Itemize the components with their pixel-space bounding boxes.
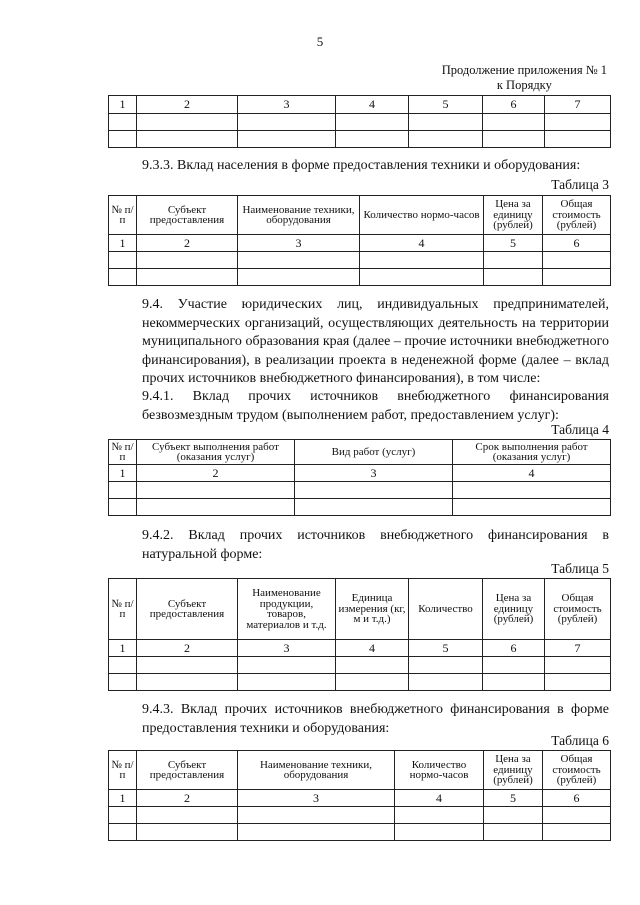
table-cell: 4 [395, 790, 484, 807]
table-header-cell: Наименование техники, оборудования [238, 196, 360, 235]
table-header-cell: № п/п [109, 440, 137, 465]
table-cell: 5 [484, 790, 543, 807]
table-cell: 2 [137, 235, 238, 252]
table-cell: 6 [483, 96, 545, 114]
table-header-cell: Общая стоимость (рублей) [543, 196, 611, 235]
table-header-cell: Субъект выполнения работ (оказания услуг) [137, 440, 295, 465]
table-number-row [109, 235, 611, 252]
table4-caption: Таблица 4 [551, 422, 609, 437]
table-cell: 3 [238, 235, 360, 252]
table-header-cell: Количество нормо-часов [395, 751, 484, 790]
table-cell: 3 [238, 790, 395, 807]
table-3 [108, 195, 611, 286]
table-cell: 7 [545, 640, 611, 657]
table-cell: 3 [238, 96, 336, 114]
table-header-cell: Единица измерения (кг, м и т.д.) [336, 579, 409, 640]
table-cell: 2 [137, 640, 238, 657]
table-cell: 3 [238, 640, 336, 657]
table-header-cell: № п/п [109, 751, 137, 790]
table-header-cell: № п/п [109, 196, 137, 235]
table-cell: 6 [483, 640, 545, 657]
table-top-continuation [108, 95, 611, 148]
table-4 [108, 439, 611, 516]
table-header-cell: Субъект предоставления [137, 196, 238, 235]
table-header-cell: Цена за единицу (рублей) [484, 196, 543, 235]
table-header-cell: Цена за единицу (рублей) [483, 579, 545, 640]
table-cell: 2 [137, 96, 238, 114]
table-header-cell: Вид работ (услуг) [295, 440, 453, 465]
table-cell: 4 [336, 640, 409, 657]
table-empty-row [109, 499, 611, 516]
table-empty-row [109, 657, 611, 674]
section-9-4-2: 9.4.2. Вклад прочих источников внебюджетного финансирования в натуральной форме: [142, 528, 609, 562]
table-cell: 1 [109, 465, 137, 482]
appendix-line-2: к Порядку [496, 78, 552, 92]
table-empty-row [109, 807, 611, 824]
table-6 [108, 750, 611, 841]
table-cell: 4 [360, 235, 484, 252]
table-cell: 1 [109, 235, 137, 252]
section-9-4-1: 9.4.1. Вклад прочих источников внебюджетного финансирования безвозмездным трудом (выполнением работ, предоставлением услуг): [142, 389, 609, 423]
table-cell: 7 [545, 96, 611, 114]
table5-caption: Таблица 5 [551, 561, 609, 576]
section-9-3-3: 9.3.3. Вклад населения в форме предоставления техники и оборудования: [142, 158, 581, 173]
table-cell: 3 [295, 465, 453, 482]
table-number-row [109, 96, 611, 114]
table-cell: 5 [409, 640, 483, 657]
table6-caption: Таблица 6 [551, 733, 609, 748]
page-number: 5 [316, 34, 324, 49]
table-5 [108, 578, 611, 691]
table-cell: 4 [336, 96, 409, 114]
appendix-line-1: Продолжение приложения № 1 [441, 63, 607, 77]
section-9-4: 9.4. Участие юридических лиц, индивидуальных предпринимателей, некоммерческих организаций, осуществляющих деятельность на территории муниципального образования края (далее – прочие источники внебюджетного финансирования), в реализации проекта в неденежной форме (далее – вклад прочих источников внебюджетного финансирования), в том числе: [142, 297, 609, 386]
table-header-row [109, 579, 611, 640]
table-cell: 2 [137, 465, 295, 482]
table-number-row [109, 790, 611, 807]
table-header-row [109, 751, 611, 790]
table-empty-row [109, 674, 611, 691]
table-header-cell: Общая стоимость (рублей) [545, 579, 611, 640]
table-header-cell: Общая стоимость (рублей) [543, 751, 611, 790]
table-header-cell: № п/п [109, 579, 137, 640]
table-header-cell: Цена за единицу (рублей) [484, 751, 543, 790]
table-number-row [109, 465, 611, 482]
table-header-cell: Срок выполнения работ (оказания услуг) [453, 440, 611, 465]
table-cell: 6 [543, 235, 611, 252]
table-cell: 1 [109, 790, 137, 807]
table-cell: 6 [543, 790, 611, 807]
table-cell: 1 [109, 640, 137, 657]
table-cell: 5 [409, 96, 483, 114]
table-header-cell: Наименование техники, оборудования [238, 751, 395, 790]
table-cell: 5 [484, 235, 543, 252]
table-cell: 2 [137, 790, 238, 807]
table-header-cell: Наименование продукции, товаров, материалов и т.д. [238, 579, 336, 640]
table-empty-row [109, 114, 611, 131]
table-header-cell: Количество нормо-часов [360, 196, 484, 235]
table-empty-row [109, 482, 611, 499]
table-cell: 4 [453, 465, 611, 482]
table-empty-row [109, 131, 611, 148]
table3-caption: Таблица 3 [551, 177, 609, 192]
table-empty-row [109, 824, 611, 841]
appendix-note [442, 63, 607, 93]
table-header-cell: Субъект предоставления [137, 751, 238, 790]
table-cell: 1 [109, 96, 137, 114]
table-header-cell: Количество [409, 579, 483, 640]
table-empty-row [109, 252, 611, 269]
table-header-row [109, 196, 611, 235]
table-empty-row [109, 269, 611, 286]
table-header-row [109, 440, 611, 465]
table-number-row [109, 640, 611, 657]
section-9-4-3: 9.4.3. Вклад прочих источников внебюджетного финансирования в форме предоставления техники и оборудования: [142, 702, 609, 736]
table-header-cell: Субъект предоставления [137, 579, 238, 640]
